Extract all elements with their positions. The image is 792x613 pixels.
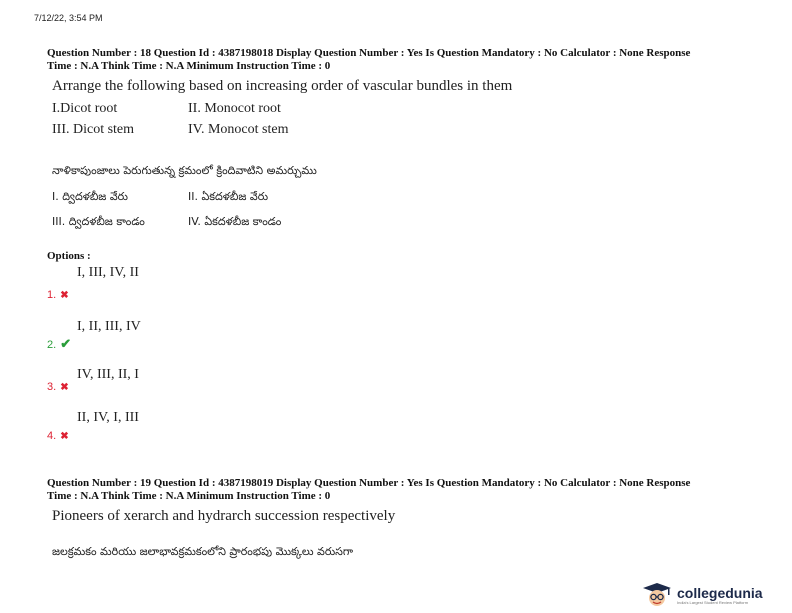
wrong-mark-icon: ✖ — [60, 382, 69, 393]
option-1-text: I, III, IV, II — [77, 265, 139, 280]
option-4-number: 4. — [47, 430, 57, 442]
q18-item-en-4: IV. Monocot stem — [188, 122, 289, 137]
logo-tagline: India's Largest Student Review Platform — [677, 599, 749, 605]
q18-question-en: Arrange the following based on increasing order of vascular bundles in them — [52, 78, 513, 94]
option-3-number: 3. — [47, 381, 57, 393]
q18-item-te-2: II. ఏకదళబీజ వేరు — [188, 190, 269, 203]
option-2-marker — [47, 335, 71, 353]
q19-question-te: జలక్రమకం మరియు జలాభావక్రమకంలోని ప్రారంభపు మొక్కలు వరుసగా — [52, 545, 354, 558]
option-4-text: II, IV, I, III — [77, 410, 139, 425]
wrong-mark-icon: ✖ — [60, 431, 69, 442]
q18-meta-line2: Time : N.A Think Time : N.A Minimum Instruction Time : 0 — [47, 60, 331, 72]
print-timestamp: 7/12/22, 3:54 PM — [34, 13, 103, 23]
correct-mark-icon: ✔ — [60, 336, 72, 351]
q18-item-en-1: I.Dicot root — [52, 101, 118, 116]
q18-question-te: నాళికాపుంజాలు పెరుగుతున్న క్రమంలో క్రిందివాటిని అమర్చుము — [52, 164, 317, 177]
q18-meta — [47, 47, 767, 73]
option-3-text: IV, III, II, I — [77, 367, 139, 382]
option-2-number: 2. — [47, 339, 57, 351]
q19-meta-line1: Question Number : 19 Question Id : 4387198019 Display Question Number : Yes Is Question Mandatory : No Calculator : None Response — [47, 477, 691, 489]
q19-question-en: Pioneers of xerarch and hydrarch succession respectively — [52, 508, 396, 524]
option-4-marker — [47, 426, 69, 444]
q19-meta — [47, 477, 767, 503]
q19-meta-line2: Time : N.A Think Time : N.A Minimum Instruction Time : 0 — [47, 490, 331, 502]
q18-meta-line1: Question Number : 18 Question Id : 4387198018 Display Question Number : Yes Is Question Mandatory : No Calculator : None Response — [47, 47, 691, 59]
logo-name: collegedunia — [677, 584, 763, 601]
option-1-marker — [47, 285, 69, 303]
q18-item-en-3: III. Dicot stem — [52, 122, 135, 137]
option-1-number: 1. — [47, 289, 57, 301]
wrong-mark-icon: ✖ — [60, 290, 69, 301]
option-3-marker — [47, 377, 69, 395]
q18-item-en-2: II. Monocot root — [188, 101, 281, 116]
graduate-mascot-icon — [642, 582, 672, 608]
q18-item-te-1: I. ద్విదళబీజ వేరు — [52, 190, 128, 203]
options-label: Options : — [47, 250, 91, 262]
collegedunia-logo[interactable] — [642, 582, 763, 608]
option-2-text: I, II, III, IV — [77, 319, 141, 334]
q18-item-te-4: IV. ఏకదళబీజ కాండం — [188, 215, 282, 228]
q18-item-te-3: III. ద్విదళబీజ కాండం — [52, 215, 145, 228]
